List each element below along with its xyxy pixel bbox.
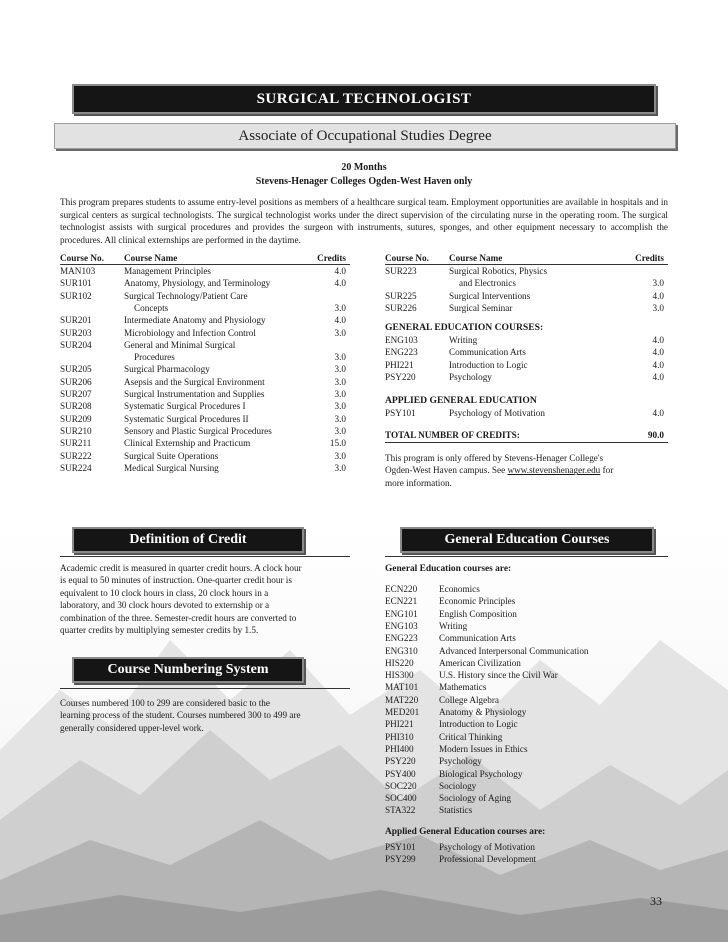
gen-ed-course-row bbox=[385, 694, 668, 706]
course-row bbox=[60, 265, 350, 277]
course-number: SUR222 bbox=[60, 450, 92, 461]
course-number: SUR204 bbox=[60, 339, 92, 350]
course-credits: 4.0 bbox=[652, 371, 664, 382]
course-number: SUR203 bbox=[60, 327, 92, 338]
course-credits: 3.0 bbox=[652, 302, 664, 313]
course-name: U.S. History since the Civil War bbox=[439, 670, 558, 681]
course-name: Clinical Externship and Practicum bbox=[124, 438, 251, 449]
course-number: PSY220 bbox=[385, 756, 416, 767]
course-name: Communication Arts bbox=[439, 633, 516, 644]
gen-ed-course-row bbox=[385, 792, 668, 804]
course-number: SUR211 bbox=[60, 438, 92, 449]
course-name: Psychology of Motivation bbox=[439, 842, 535, 852]
credit-definition-line: Academic credit is measured in quarter credit hours. A clock hour bbox=[60, 563, 302, 573]
course-number: SUR210 bbox=[60, 425, 92, 436]
right-table-header bbox=[385, 252, 668, 265]
course-row bbox=[385, 359, 668, 371]
course-no-header: Course No. bbox=[385, 253, 429, 263]
availability-note-line: more information. bbox=[385, 477, 452, 488]
gen-ed-course-row bbox=[385, 620, 668, 632]
course-name: Psychology bbox=[439, 756, 482, 767]
total-credits-label: TOTAL NUMBER OF CREDITS: bbox=[385, 430, 520, 440]
total-credits-row bbox=[385, 428, 668, 443]
program-description: This program prepares students to assume entry-level positions as members of a healthcare surgical team. Employment opportunities are available in hospitals and in surgical centers as surgical technologists. The surgical technologist works under the direct supervision of the circulating nurse in the operating room. The surgical technologist assists with surgical procedures and provides the surgeon with instruments, sutures, sponges, and other equipment necessary to accomplish the procedures. All clinical externships are performed in the daytime. bbox=[60, 197, 668, 245]
course-number: HIS220 bbox=[385, 657, 414, 668]
course-credits: 15.0 bbox=[329, 438, 346, 449]
course-number: HIS300 bbox=[385, 670, 414, 681]
course-number: PSY220 bbox=[385, 371, 416, 382]
course-name: American Civilization bbox=[439, 657, 521, 668]
course-row bbox=[60, 314, 350, 326]
course-number: SUR223 bbox=[385, 266, 417, 276]
gen-ed-course-row bbox=[385, 632, 668, 644]
course-credits: 3.0 bbox=[334, 462, 346, 473]
course-name: Systematic Surgical Procedures I bbox=[124, 401, 246, 412]
course-row-continued bbox=[60, 351, 350, 363]
gen-ed-course-row bbox=[385, 841, 668, 853]
general-education-heading: General Education Courses bbox=[400, 527, 654, 553]
course-name: Sociology bbox=[439, 780, 477, 791]
course-number: MAT101 bbox=[385, 682, 419, 693]
course-name-continued: Concepts bbox=[134, 302, 169, 313]
course-row bbox=[385, 371, 668, 383]
course-row bbox=[385, 302, 668, 314]
gen-ed-course-row bbox=[385, 743, 668, 755]
course-row bbox=[385, 334, 668, 346]
credit-definition-line: equivalent to 10 clock hours in class, 20 clock hours in a bbox=[60, 587, 269, 598]
course-number: STA322 bbox=[385, 805, 416, 816]
course-name: Critical Thinking bbox=[439, 731, 503, 742]
course-name: Surgical Pharmacology bbox=[124, 364, 210, 375]
course-number: SUR208 bbox=[60, 401, 92, 412]
course-number: SUR102 bbox=[60, 290, 92, 301]
course-number: PSY299 bbox=[385, 854, 416, 865]
course-row bbox=[60, 425, 350, 437]
course-credits: 4.0 bbox=[334, 315, 346, 326]
total-credits-value: 90.0 bbox=[647, 430, 664, 440]
course-name: Psychology bbox=[449, 371, 492, 382]
program-duration: 20 Months bbox=[341, 162, 387, 173]
course-name: Statistics bbox=[439, 805, 473, 816]
course-credits: 3.0 bbox=[652, 278, 664, 289]
course-name: Economic Principles bbox=[439, 596, 516, 607]
course-name: General and Minimal Surgical bbox=[124, 339, 236, 350]
course-row bbox=[60, 339, 350, 351]
course-no-header: Course No. bbox=[60, 253, 104, 263]
page-number: 33 bbox=[650, 894, 662, 908]
course-credits: 4.0 bbox=[652, 335, 664, 345]
course-row bbox=[385, 346, 668, 358]
course-name: College Algebra bbox=[439, 694, 499, 705]
course-row bbox=[60, 400, 350, 412]
course-number: SUR225 bbox=[385, 290, 417, 301]
course-row bbox=[60, 363, 350, 375]
course-credits: 3.0 bbox=[334, 401, 346, 412]
course-credits: 3.0 bbox=[334, 389, 346, 399]
course-credits: 4.0 bbox=[334, 278, 346, 289]
course-name: Introduction to Logic bbox=[449, 359, 528, 370]
course-numbering-heading: Course Numbering System bbox=[72, 657, 304, 683]
gen-ed-course-row bbox=[385, 853, 668, 865]
course-number: ENG223 bbox=[385, 347, 418, 358]
course-number: SUR224 bbox=[60, 462, 92, 473]
credits-header: Credits bbox=[635, 253, 664, 263]
course-numbering-line: generally considered upper-level work. bbox=[60, 722, 204, 733]
course-number: ENG223 bbox=[385, 633, 418, 644]
course-number: SUR101 bbox=[60, 278, 92, 289]
course-number: PSY400 bbox=[385, 768, 416, 779]
course-name: Biological Psychology bbox=[439, 768, 523, 779]
course-number: PHI221 bbox=[385, 719, 414, 730]
program-title-banner: SURGICAL TECHNOLOGIST bbox=[72, 84, 656, 114]
course-name-header: Course Name bbox=[449, 253, 503, 263]
course-number: SOC220 bbox=[385, 780, 417, 791]
course-name-continued: Procedures bbox=[134, 352, 175, 363]
course-number: SUR205 bbox=[60, 364, 92, 375]
left-table-header bbox=[60, 252, 350, 265]
course-name: Psychology of Motivation bbox=[449, 408, 545, 418]
course-row bbox=[60, 290, 350, 302]
course-row bbox=[60, 437, 350, 449]
course-name: Modern Issues in Ethics bbox=[439, 743, 528, 754]
gen-ed-course-row bbox=[385, 718, 668, 730]
course-name: Introduction to Logic bbox=[439, 719, 518, 730]
gen-ed-course-row bbox=[385, 768, 668, 780]
section-divider bbox=[60, 556, 350, 557]
course-number: ECN220 bbox=[385, 584, 418, 594]
definition-of-credit-heading: Definition of Credit bbox=[72, 527, 304, 553]
course-name: Asepsis and the Surgical Environment bbox=[124, 376, 265, 387]
gen-ed-course-row bbox=[385, 669, 668, 681]
applied-gen-ed-list-subheading: Applied General Education courses are: bbox=[385, 827, 546, 837]
course-name: Writing bbox=[439, 620, 468, 631]
course-number: MAT220 bbox=[385, 694, 419, 705]
degree-banner: Associate of Occupational Studies Degree bbox=[54, 123, 676, 149]
course-number: ENG103 bbox=[385, 620, 418, 631]
availability-note-line bbox=[385, 464, 675, 476]
website-link[interactable]: www.stevenshenager.edu bbox=[507, 465, 601, 476]
course-name: Surgical Suite Operations bbox=[124, 450, 219, 461]
credit-definition-line: laboratory, and 30 clock hours devoted to externship or a bbox=[60, 600, 270, 611]
course-name-continued: and Electronics bbox=[459, 278, 516, 289]
course-row bbox=[385, 265, 668, 277]
course-credits: 3.0 bbox=[334, 302, 346, 313]
availability-note-text: Ogden-West Haven campus. See bbox=[385, 465, 508, 476]
course-name: Surgical Interventions bbox=[449, 290, 531, 301]
course-credits: 3.0 bbox=[334, 327, 346, 338]
gen-ed-course-row bbox=[385, 755, 668, 767]
course-number: SUR201 bbox=[60, 315, 92, 326]
course-name: Communication Arts bbox=[449, 347, 526, 358]
course-name: Medical Surgical Nursing bbox=[124, 462, 219, 473]
course-credits: 4.0 bbox=[652, 359, 664, 370]
course-row-continued bbox=[60, 302, 350, 314]
course-credits: 4.0 bbox=[652, 408, 664, 418]
course-number: MAN103 bbox=[60, 266, 96, 276]
course-name: Anatomy, Physiology, and Terminology bbox=[124, 278, 271, 289]
course-name: Sociology of Aging bbox=[439, 793, 511, 804]
applied-gen-ed-heading: APPLIED GENERAL EDUCATION bbox=[385, 395, 537, 406]
course-number: SUR209 bbox=[60, 413, 92, 424]
course-credits: 3.0 bbox=[334, 352, 346, 363]
availability-note-text: for bbox=[600, 465, 614, 476]
course-credits: 3.0 bbox=[334, 413, 346, 424]
credits-header: Credits bbox=[317, 253, 346, 263]
course-row bbox=[385, 290, 668, 302]
program-campus: Stevens-Henager Colleges Ogden-West Haven only bbox=[255, 176, 473, 187]
gen-ed-course-row bbox=[385, 583, 668, 595]
course-number: PHI310 bbox=[385, 731, 414, 742]
course-row bbox=[60, 462, 350, 474]
course-row bbox=[60, 450, 350, 462]
course-name: Management Principles bbox=[124, 266, 212, 276]
course-credits: 3.0 bbox=[334, 376, 346, 387]
course-number: SUR226 bbox=[385, 302, 417, 313]
course-name: Surgical Instrumentation and Supplies bbox=[124, 389, 265, 399]
course-number: ENG310 bbox=[385, 645, 418, 656]
course-number: SUR207 bbox=[60, 389, 92, 399]
course-numbering-line: learning process of the student. Courses numbered 300 to 499 are bbox=[60, 710, 301, 721]
course-credits: 3.0 bbox=[334, 425, 346, 436]
credit-definition-line: is equal to 50 minutes of instruction. One-quarter credit hour is bbox=[60, 575, 292, 586]
course-name: Systematic Surgical Procedures II bbox=[124, 413, 249, 424]
gen-ed-course-row bbox=[385, 645, 668, 657]
course-name: Professional Development bbox=[439, 854, 537, 865]
course-name: Writing bbox=[449, 335, 478, 345]
course-credits: 4.0 bbox=[652, 290, 664, 301]
availability-note bbox=[385, 452, 675, 489]
credit-definition-text bbox=[60, 562, 360, 636]
gen-ed-course-row bbox=[385, 595, 668, 607]
course-name: Intermediate Anatomy and Physiology bbox=[124, 315, 266, 326]
gen-ed-course-row bbox=[385, 681, 668, 693]
section-divider bbox=[60, 688, 350, 689]
gen-ed-course-row bbox=[385, 706, 668, 718]
gen-ed-course-row bbox=[385, 780, 668, 792]
course-number: ECN221 bbox=[385, 596, 418, 607]
course-row bbox=[60, 277, 350, 289]
course-name-header: Course Name bbox=[124, 253, 178, 263]
course-credits: 4.0 bbox=[334, 266, 346, 276]
credit-definition-line: quarter credits by multiplying semester credits by 1.5. bbox=[60, 625, 259, 636]
course-credits: 3.0 bbox=[334, 450, 346, 461]
credit-definition-line: combination of the three. Semester-credit hours are converted to bbox=[60, 612, 297, 623]
course-number: SUR206 bbox=[60, 376, 92, 387]
course-name: Surgical Robotics, Physics bbox=[449, 266, 548, 276]
section-divider bbox=[385, 556, 668, 557]
course-row bbox=[385, 407, 668, 419]
course-credits: 4.0 bbox=[652, 347, 664, 358]
gen-ed-list-subheading: General Education courses are: bbox=[385, 564, 512, 574]
course-name: Mathematics bbox=[439, 682, 487, 693]
course-name: Anatomy & Physiology bbox=[439, 707, 527, 717]
gen-ed-courses-heading: GENERAL EDUCATION COURSES: bbox=[385, 322, 544, 333]
course-name: Economics bbox=[439, 584, 480, 594]
gen-ed-course-row bbox=[385, 657, 668, 669]
gen-ed-course-row bbox=[385, 608, 668, 620]
course-credits: 3.0 bbox=[334, 364, 346, 375]
course-number: ENG101 bbox=[385, 608, 418, 619]
availability-note-line: This program is only offered by Stevens-Henager College's bbox=[385, 453, 604, 463]
course-name: Sensory and Plastic Surgical Procedures bbox=[124, 425, 272, 436]
course-row bbox=[60, 388, 350, 400]
course-row-continued bbox=[385, 277, 668, 289]
course-number: PHI221 bbox=[385, 359, 414, 370]
course-row bbox=[60, 327, 350, 339]
course-number: PHI400 bbox=[385, 743, 414, 754]
course-name: English Composition bbox=[439, 608, 517, 619]
course-number: PSY101 bbox=[385, 408, 416, 418]
course-name: Surgical Technology/Patient Care bbox=[124, 290, 248, 301]
course-number: MED201 bbox=[385, 707, 420, 717]
course-numbering-line: Courses numbered 100 to 299 are considered basic to the bbox=[60, 698, 270, 708]
course-row bbox=[60, 376, 350, 388]
course-name: Surgical Seminar bbox=[449, 302, 513, 313]
course-name: Microbiology and Infection Control bbox=[124, 327, 256, 338]
course-numbering-text bbox=[60, 697, 360, 734]
course-number: PSY101 bbox=[385, 842, 416, 852]
gen-ed-course-row bbox=[385, 731, 668, 743]
course-number: ENG103 bbox=[385, 335, 418, 345]
course-row bbox=[60, 413, 350, 425]
course-number: SOC400 bbox=[385, 793, 417, 804]
course-name: Advanced Interpersonal Communication bbox=[439, 645, 589, 656]
gen-ed-course-row bbox=[385, 804, 668, 816]
